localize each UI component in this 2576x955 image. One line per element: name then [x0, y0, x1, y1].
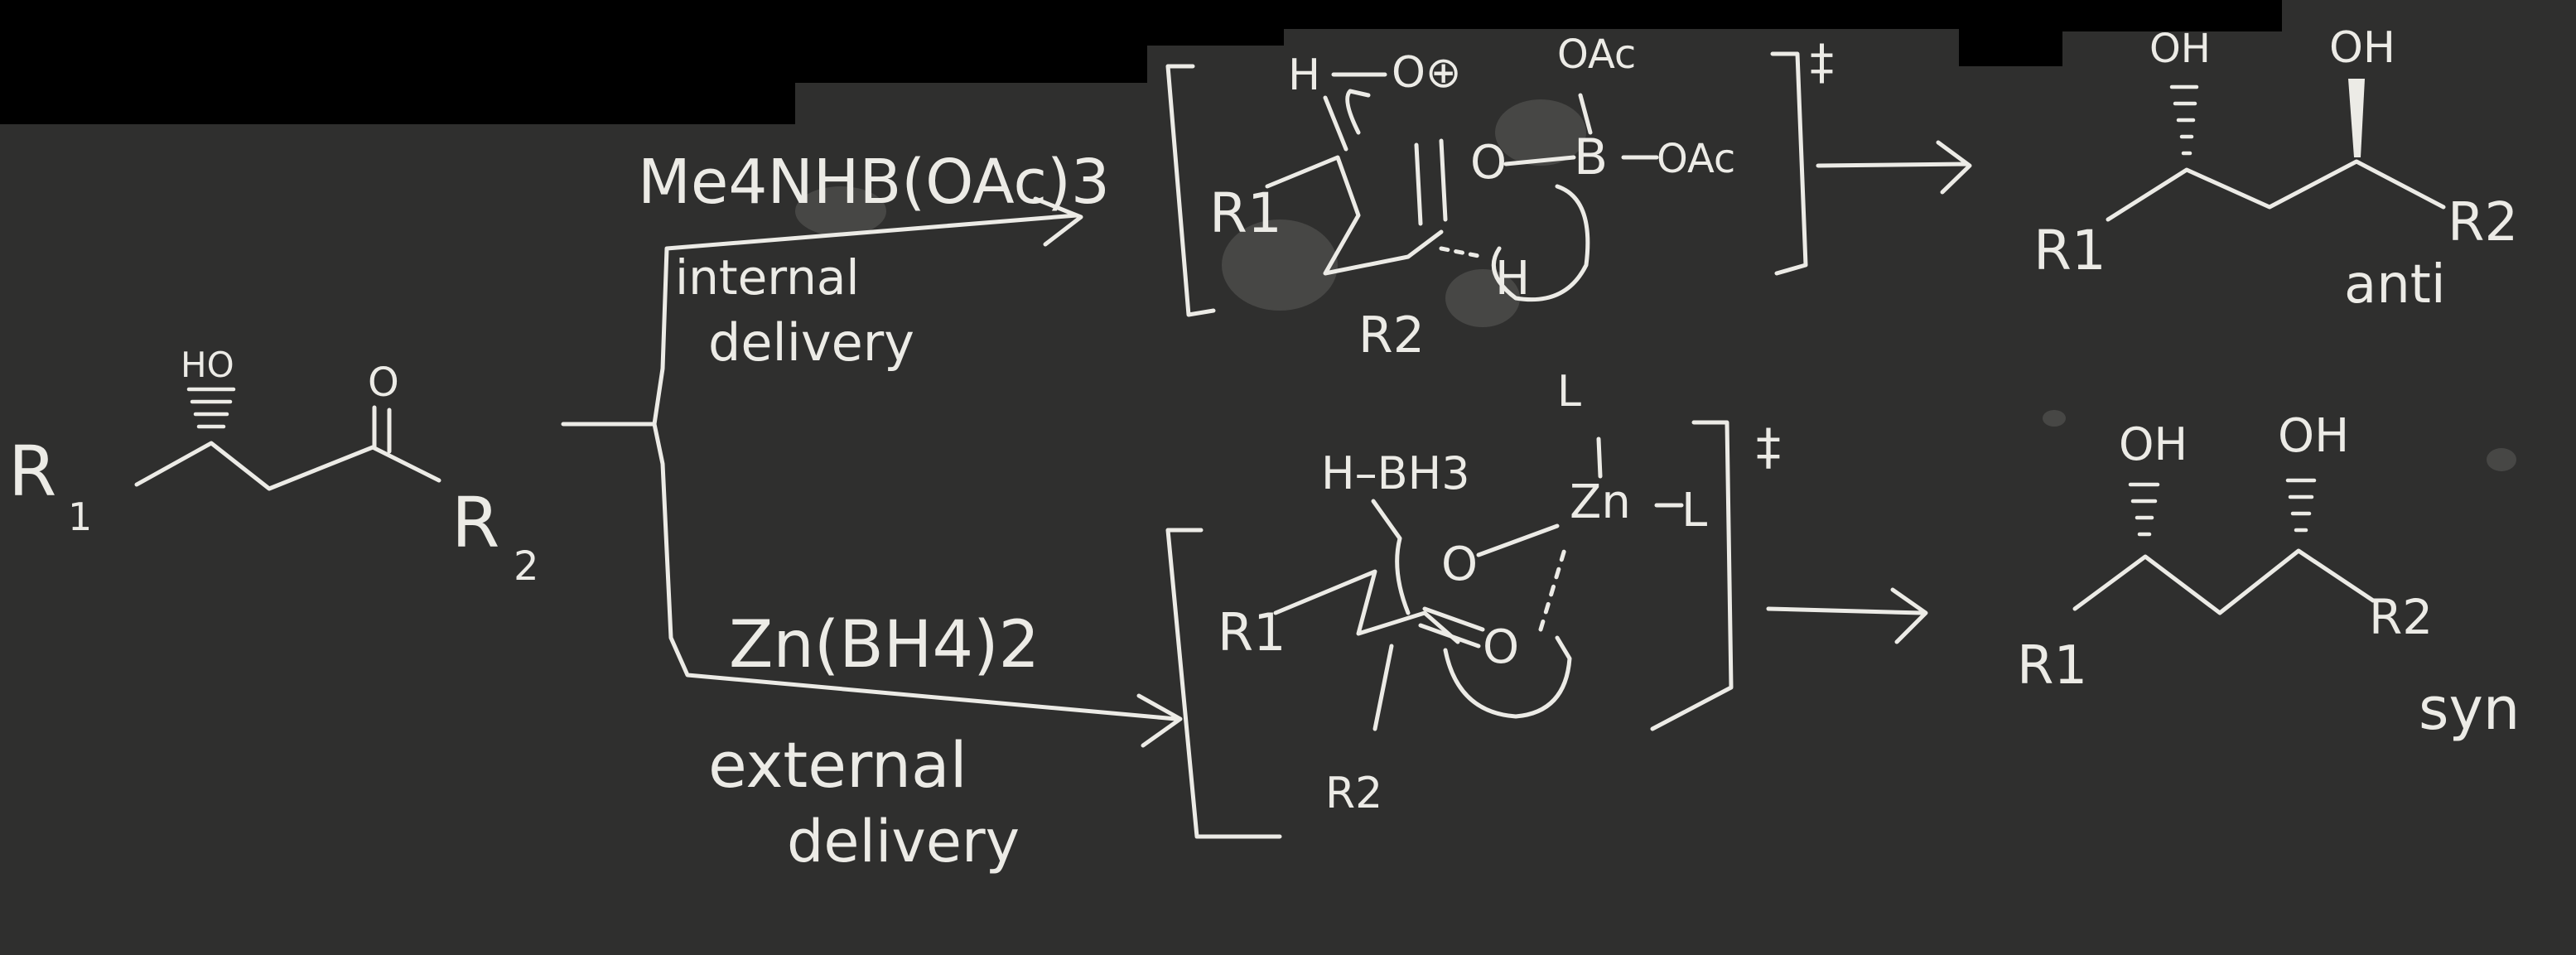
- bottom-ts-h-bh3: H–BH3: [1321, 447, 1470, 499]
- bottom-mode-line1: external: [708, 728, 967, 802]
- top-ts-oac-top: OAc: [1557, 31, 1637, 78]
- top-reagent: Me4NHB(OAc)3: [638, 147, 1110, 218]
- syn-oh-left: OH: [2119, 418, 2188, 470]
- bottom-ts-o-top: O: [1441, 538, 1479, 591]
- top-ts-oplus: O⊕: [1392, 48, 1462, 98]
- top-ts-o: O: [1470, 136, 1507, 190]
- bottom-mode-line2: delivery: [787, 808, 1020, 875]
- bottom-ts-dagger: ‡: [1756, 418, 1781, 476]
- syn-r2: R2: [2369, 589, 2434, 645]
- sm-r1: R: [8, 431, 57, 512]
- top-ts-r2: R2: [1358, 306, 1425, 364]
- sm-r1-subscript: 1: [68, 494, 93, 539]
- anti-oh-right: OH: [2329, 23, 2396, 73]
- bottom-reagent: Zn(BH4)2: [729, 608, 1040, 682]
- anti-label: anti: [2344, 254, 2446, 316]
- top-ts-oac-right: OAc: [1657, 136, 1736, 182]
- top-ts-b: B: [1574, 128, 1609, 186]
- top-ts-h-low: H: [1495, 252, 1531, 306]
- top-ts-h: H: [1288, 51, 1321, 100]
- anti-r2: R2: [2448, 192, 2519, 253]
- syn-r1: R1: [2017, 635, 2088, 697]
- bottom-ts-l-top: L: [1557, 367, 1581, 417]
- bottom-ts-r2: R2: [1325, 769, 1383, 818]
- anti-r1: R1: [2033, 219, 2106, 282]
- sm-carbonyl-o: O: [368, 359, 399, 406]
- bottom-ts-r1: R1: [1218, 602, 1286, 663]
- anti-oh-left: OH: [2149, 26, 2211, 72]
- syn-oh-right: OH: [2278, 409, 2350, 463]
- top-ts-dagger: ‡: [1810, 34, 1834, 90]
- sm-r2: R: [451, 482, 500, 563]
- sm-r2-subscript: 2: [514, 543, 539, 590]
- top-mode-line2: delivery: [708, 312, 914, 373]
- top-mode-line1: internal: [675, 249, 860, 306]
- syn-label: syn: [2419, 675, 2521, 743]
- sm-hydroxyl: HO: [181, 345, 234, 385]
- bottom-ts-o-low: O: [1483, 620, 1520, 674]
- bottom-ts-l-right: L: [1681, 484, 1708, 538]
- bottom-ts-zn: Zn: [1570, 475, 1631, 529]
- top-ts-r1: R1: [1209, 181, 1282, 245]
- bottom-ts-l-zn-bond: [1599, 439, 1600, 476]
